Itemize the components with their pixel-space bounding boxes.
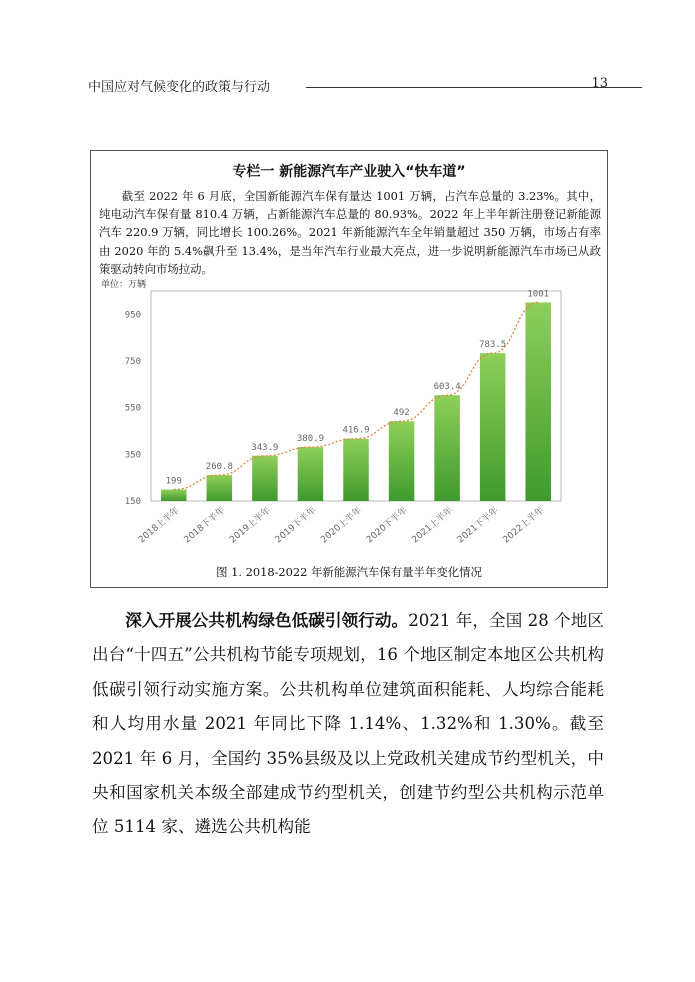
bar-value-label: 783.5 [479, 340, 507, 351]
x-tick-label: 2018下半年 [182, 505, 228, 546]
running-head-title: 中国应对气候变化的政策与行动 [88, 80, 271, 95]
bar-value-label: 260.8 [205, 462, 233, 473]
y-tick-label: 750 [124, 357, 141, 367]
bar [343, 439, 369, 501]
bar-value-label: 343.9 [251, 442, 279, 453]
bar [298, 447, 324, 501]
chart-unit-label: 单位：万辆 [101, 280, 147, 290]
bar [161, 490, 187, 501]
bar [480, 353, 506, 501]
bar-value-label: 1001 [527, 289, 550, 300]
bar [252, 456, 278, 501]
body-paragraph [92, 604, 604, 845]
box-title: 专栏一 新能源汽车产业驶入“快车道” [232, 164, 466, 180]
x-tick-label: 2022上半年 [501, 505, 547, 546]
page-number: 13 [591, 76, 608, 91]
bar [434, 395, 460, 501]
bar-chart [99, 277, 569, 565]
x-tick-label: 2020下半年 [364, 505, 410, 546]
x-tick-label: 2018上半年 [137, 505, 182, 546]
y-tick-label: 550 [124, 403, 141, 414]
bar-value-label: 416.9 [342, 425, 370, 436]
figure-caption: 图 1. 2018-2022 年新能源汽车保有量半年变化情况 [216, 565, 482, 579]
x-tick-label: 2019上半年 [228, 505, 273, 546]
x-tick-label: 2021上半年 [410, 505, 456, 546]
bar-value-label: 603.4 [433, 382, 461, 393]
y-tick-label: 350 [124, 450, 141, 461]
body-lead-sentence: 深入开展公共机构绿色低碳引领行动。 [125, 611, 409, 630]
running-head [88, 74, 608, 96]
bar [389, 421, 415, 501]
bar-value-label: 380.9 [296, 434, 324, 445]
x-tick-label: 2021下半年 [455, 505, 501, 546]
y-tick-label: 950 [124, 310, 141, 321]
bar [525, 302, 551, 501]
chart-container [99, 277, 569, 565]
bar-value-label: 492 [393, 408, 410, 419]
x-tick-label: 2019下半年 [273, 505, 319, 546]
bar-value-label: 199 [165, 476, 182, 487]
y-tick-label: 150 [124, 497, 141, 507]
x-tick-label: 2020上半年 [319, 505, 364, 546]
bar [207, 475, 233, 501]
feature-box [90, 150, 608, 588]
body-text: 2021 年，全国 28 个地区出台“十四五”公共机构节能专项规划，16 个地区制定本地区公共机构低碳引领行动实施方案。公共机构单位建筑面积能耗、人均综合能耗和人均用水量 2021 年同比下降 1.14%、1.32%和 1.30%。截至 2021 年 6 月，全国约 35%县级及以上党政机关建成节约型机关，中央和国家机关本级全部建成节约型机关，创建节约型公共机构示范单位 5114 家、遴选公共机构能 [92, 611, 605, 837]
box-paragraph: 截至 2022 年 6 月底，全国新能源汽车保有量达 1001 万辆，占汽车总量的 3.23%。其中，纯电动汽车保有量 810.4 万辆，占新能源汽车总量的 80.93%。2022 年上半年新注册登记新能源汽车 220.9 万辆，同比增长 100.26%。2021 年新能源汽车全年销量超过 350 万辆，市场占有率由 2020 年的 5.4%飙升至 13.4%，是当年汽车行业最大亮点，进一步说明新能源汽车市场已从政策驱动转向市场拉动。 [99, 189, 601, 276]
